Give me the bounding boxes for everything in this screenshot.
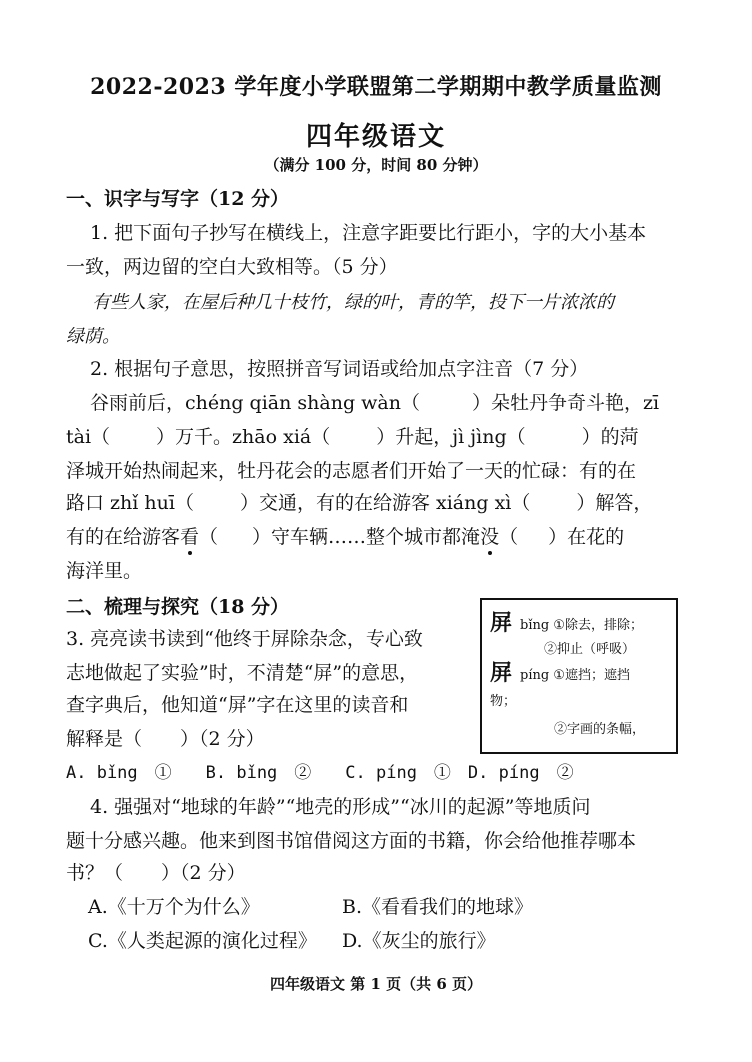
- q1-text-line-1: 1. 把下面句子抄写在横线上，注意字距要比行距小，字的大小基本: [90, 222, 647, 244]
- dict-char-1: 屏: [490, 610, 513, 636]
- q2-line-4-part-c: ）解答，: [576, 492, 653, 514]
- exam-title: 2022-2023 学年度小学联盟第二学期期中教学质量监测: [90, 74, 662, 100]
- q3-line-4: 解释是（ ）（2 分）: [66, 728, 265, 750]
- q4-line-2: 题十分感兴趣。他来到图书馆借阅这方面的书籍，你会给他推荐哪本: [66, 830, 637, 852]
- q2-line-5-part-d: （: [499, 526, 519, 548]
- section-1-heading: 一、识字与写字（12 分）: [66, 188, 290, 210]
- page-footer: 四年级语文 第 1 页（共 6 页）: [270, 975, 482, 993]
- q3-options: A. bǐng ① B. bǐng ② C. píng ① D. píng ②: [66, 763, 574, 783]
- subject-title: 四年级语文: [305, 122, 446, 152]
- q3-line-2: 志地做起了实验”时，不清楚“屏”的意思，: [66, 662, 419, 684]
- q2-line-4-part-a: 路口 zhǐ huī（: [66, 492, 194, 514]
- q4-line-3: 书？（ ）（2 分）: [66, 862, 246, 884]
- dict-entry-2c: ②字画的条幅，: [554, 722, 646, 737]
- q2-line-2-part-c: ）升起，jì jìng（: [376, 426, 526, 448]
- dict-entry-1a: bǐng ①除去，排除；: [520, 618, 643, 633]
- dict-entry-2a: píng ①遮挡；遮挡: [520, 668, 630, 683]
- q2-line-4-part-b: ）交通，有的在给游客 xiáng xì（: [239, 492, 531, 514]
- q2-line-2-part-b: ）万千。zhāo xiá（: [156, 426, 331, 448]
- q4-option-a: A.《十万个为什么》: [88, 896, 260, 918]
- q3-line-3: 查字典后，他知道“屏”字在这里的读音和: [66, 694, 409, 716]
- dictionary-entry-box: [480, 598, 678, 754]
- exam-meta: （满分 100 分，时间 80 分钟）: [264, 156, 488, 174]
- section-2-heading: 二、梳理与探究（18 分）: [66, 596, 290, 618]
- q2-line-5: [66, 522, 624, 549]
- q2-line-2-part-a: tài（: [66, 426, 111, 448]
- q4-option-d: D.《灰尘的旅行》: [342, 930, 496, 952]
- q2-line-3: 泽城开始热闹起来，牡丹花会的志愿者们开始了一天的忙碌：有的在: [66, 460, 637, 482]
- q4-option-b: B.《看看我们的地球》: [342, 896, 534, 918]
- q4-line-1: 4. 强强对“地球的年龄”“地壳的形成”“冰川的起源”等地质问: [90, 796, 591, 818]
- q2-line-1-part-b: ）朵牡丹争奇斗艳，zī: [472, 392, 660, 414]
- q2-line-5-part-c: ）守车辆……整个城市都淹: [252, 526, 481, 548]
- q2-line-6: 海洋里。: [66, 560, 143, 582]
- q1-text-line-2: 一致，两边留的空白大致相等。（5 分）: [66, 256, 398, 278]
- q2-line-5-part-a: 有的在给游客: [66, 526, 181, 548]
- dict-char-2: 屏: [490, 660, 513, 686]
- q2-line-2: [66, 422, 639, 449]
- q2-line-5-part-e: ）在花的: [548, 526, 625, 548]
- q2-line-2-part-d: ）的菏: [581, 426, 639, 448]
- q4-option-c: C.《人类起源的演化过程》: [88, 930, 317, 952]
- q2-line-1: [90, 388, 659, 415]
- q2-title: 2. 根据句子意思，按照拼音写词语或给加点字注音（7 分）: [90, 358, 589, 380]
- dict-entry-2b: 物；: [490, 694, 517, 709]
- dotted-char-mo: 没: [480, 522, 499, 549]
- q2-line-1-part-a: 谷雨前后，chéng qiān shàng wàn（: [90, 392, 420, 414]
- dotted-char-kan: 看: [180, 522, 199, 549]
- copy-sentence-line-2: 绿荫。: [66, 326, 120, 347]
- q3-line-1: 3. 亮亮读书读到“他终于屏除杂念，专心致: [66, 628, 423, 650]
- copy-sentence-line-1: 有些人家，在屋后种几十枝竹，绿的叶，青的竿，投下一片浓浓的: [92, 292, 614, 313]
- q2-line-5-part-b: （: [199, 526, 219, 548]
- dict-entry-1b: ②抑止（呼吸）: [544, 642, 636, 657]
- q2-line-4: [66, 488, 652, 515]
